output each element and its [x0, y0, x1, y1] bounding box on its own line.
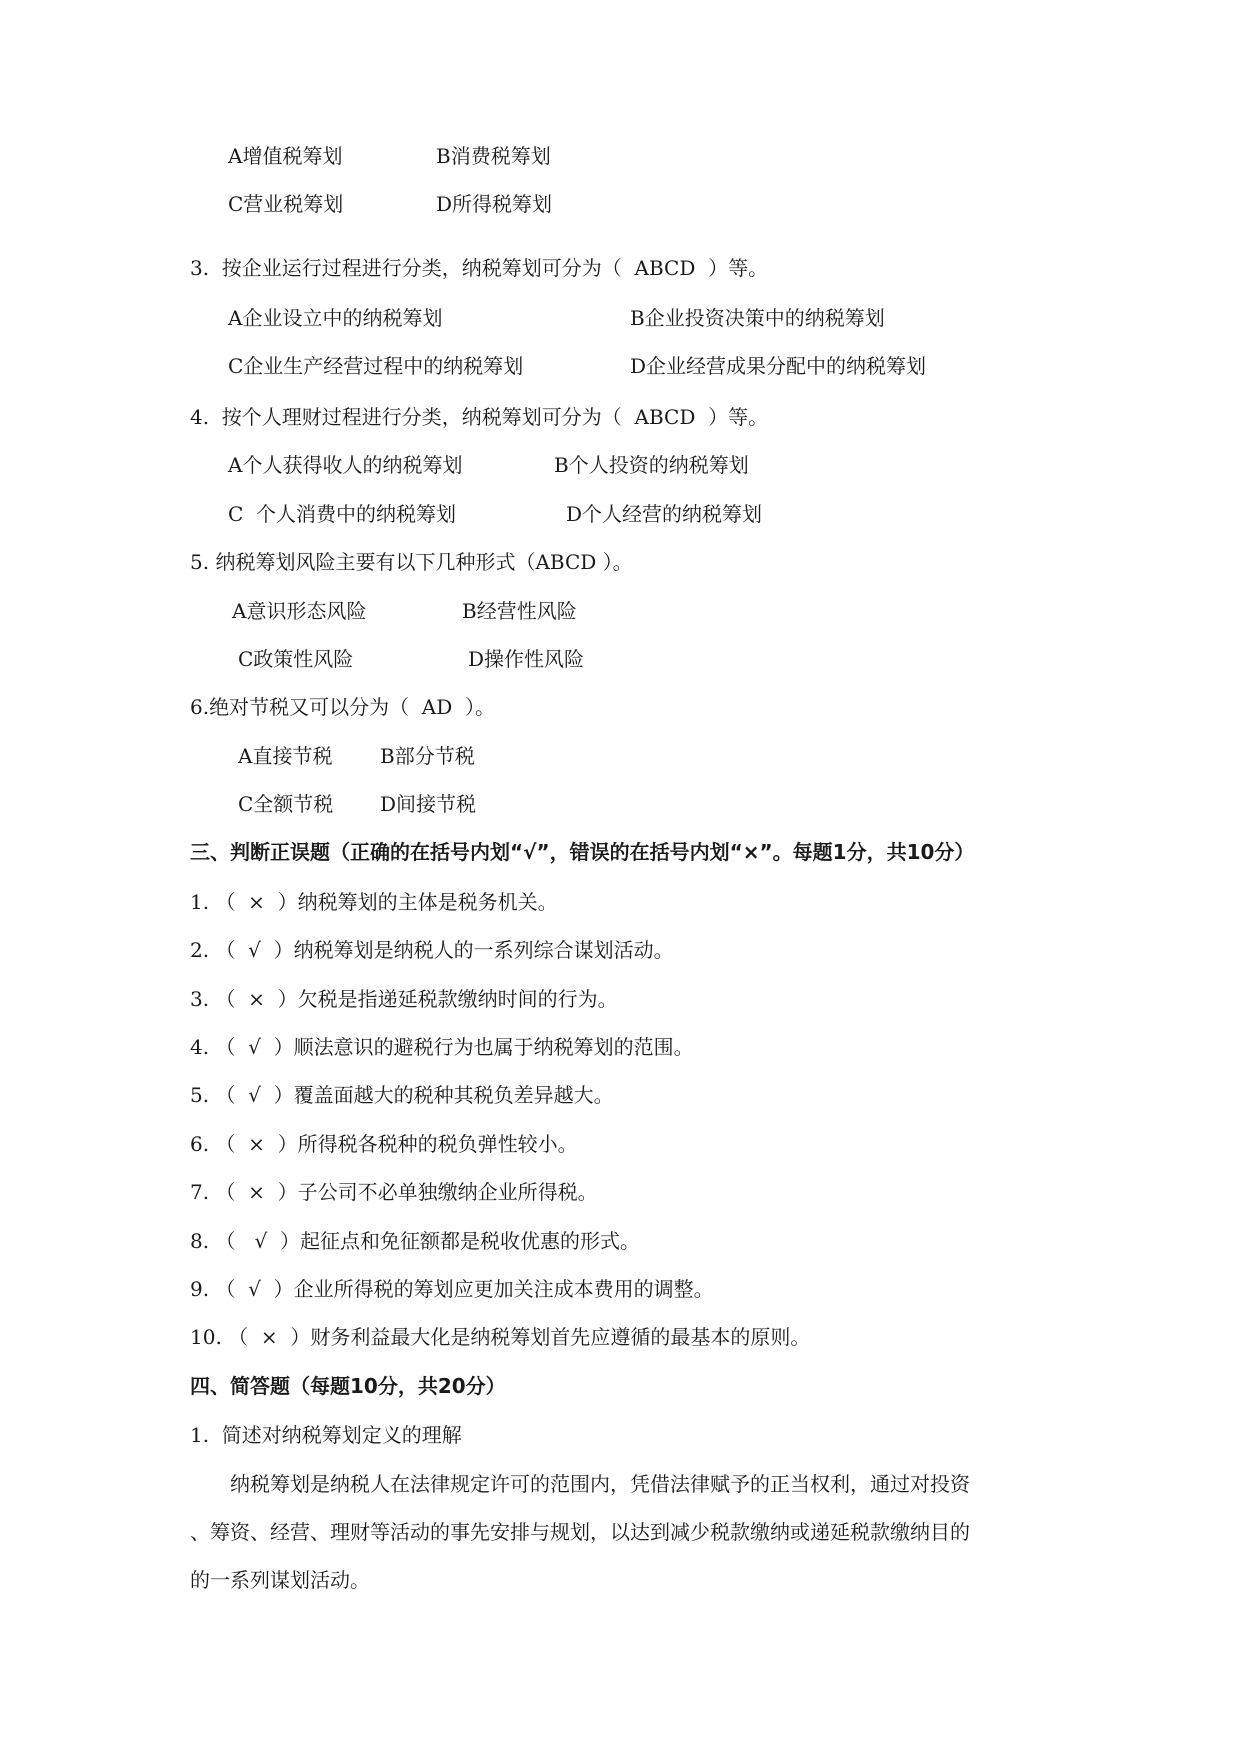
- q2-option-c: C营业税筹划: [228, 192, 344, 216]
- answer-line-3: 的一系列谋划活动。: [190, 1568, 370, 1592]
- q3-option-a: A企业设立中的纳税筹划: [228, 306, 443, 330]
- q4-option-c: C 个人消费中的纳税筹划: [228, 502, 457, 526]
- q3-option-b: B企业投资决策中的纳税筹划: [630, 306, 885, 330]
- q5-option-b: B经营性风险: [462, 599, 577, 623]
- tf-item-5: 5. （ √ ）覆盖面越大的税种其税负差异越大。: [190, 1083, 614, 1107]
- q5-option-d: D操作性风险: [468, 647, 585, 671]
- q3-option-c: C企业生产经营过程中的纳税筹划: [228, 354, 524, 378]
- q5-option-c: C政策性风险: [238, 647, 354, 671]
- q6-option-b: B部分节税: [380, 744, 475, 768]
- q5-stem: 5. 纳税筹划风险主要有以下几种形式（ABCD ）。: [190, 550, 633, 574]
- section-4-heading: 四、简答题（每题10分，共20分）: [190, 1374, 506, 1398]
- q5-option-a: A意识形态风险: [232, 599, 367, 623]
- tf-item-2: 2. （ √ ）纳税筹划是纳税人的一系列综合谋划活动。: [190, 938, 674, 962]
- tf-item-6: 6. （ × ）所得税各税种的税负弹性较小。: [190, 1132, 578, 1156]
- q2-option-a: A增值税筹划: [228, 144, 343, 168]
- tf-item-8: 8. （ √ ）起征点和免征额都是税收优惠的形式。: [190, 1229, 640, 1253]
- q4-option-b: B个人投资的纳税筹划: [554, 453, 749, 477]
- short-answer-q1-title: 1. 简述对纳税筹划定义的理解: [190, 1423, 462, 1447]
- q2-option-d: D所得税筹划: [436, 192, 553, 216]
- q4-option-d: D个人经营的纳税筹划: [566, 502, 763, 526]
- q4-option-a: A个人获得收人的纳税筹划: [228, 453, 463, 477]
- q6-option-d: D间接节税: [380, 792, 477, 816]
- q6-option-a: A直接节税: [238, 744, 333, 768]
- tf-item-3: 3. （ × ）欠税是指递延税款缴纳时间的行为。: [190, 987, 618, 1011]
- q4-stem: 4. 按个人理财过程进行分类，纳税筹划可分为（ ABCD ）等。: [190, 405, 769, 429]
- answer-line-2: 、筹资、经营、理财等活动的事先安排与规划，以达到减少税款缴纳或递延税款缴纳目的: [190, 1520, 970, 1544]
- q6-stem: 6.绝对节税又可以分为（ AD ）。: [190, 695, 495, 719]
- tf-item-1: 1. （ × ）纳税筹划的主体是税务机关。: [190, 890, 558, 914]
- section-3-heading: 三、判断正误题（正确的在括号内划“√”，错误的在括号内划“×”。每题1分，共10分）: [190, 840, 975, 864]
- q3-option-d: D企业经营成果分配中的纳税筹划: [630, 354, 927, 378]
- q3-stem: 3. 按企业运行过程进行分类，纳税筹划可分为（ ABCD ）等。: [190, 256, 769, 280]
- tf-item-10: 10. （ × ）财务利益最大化是纳税筹划首先应遵循的最基本的原则。: [190, 1325, 811, 1349]
- q2-option-b: B消费税筹划: [436, 144, 551, 168]
- q6-option-c: C全额节税: [238, 792, 334, 816]
- tf-item-4: 4. （ √ ）顺法意识的避税行为也属于纳税筹划的范围。: [190, 1035, 694, 1059]
- answer-line-1: 纳税筹划是纳税人在法律规定许可的范围内，凭借法律赋予的正当权利，通过对投资: [230, 1472, 970, 1496]
- tf-item-7: 7. （ × ）子公司不必单独缴纳企业所得税。: [190, 1180, 598, 1204]
- tf-item-9: 9. （ √ ）企业所得税的筹划应更加关注成本费用的调整。: [190, 1277, 714, 1301]
